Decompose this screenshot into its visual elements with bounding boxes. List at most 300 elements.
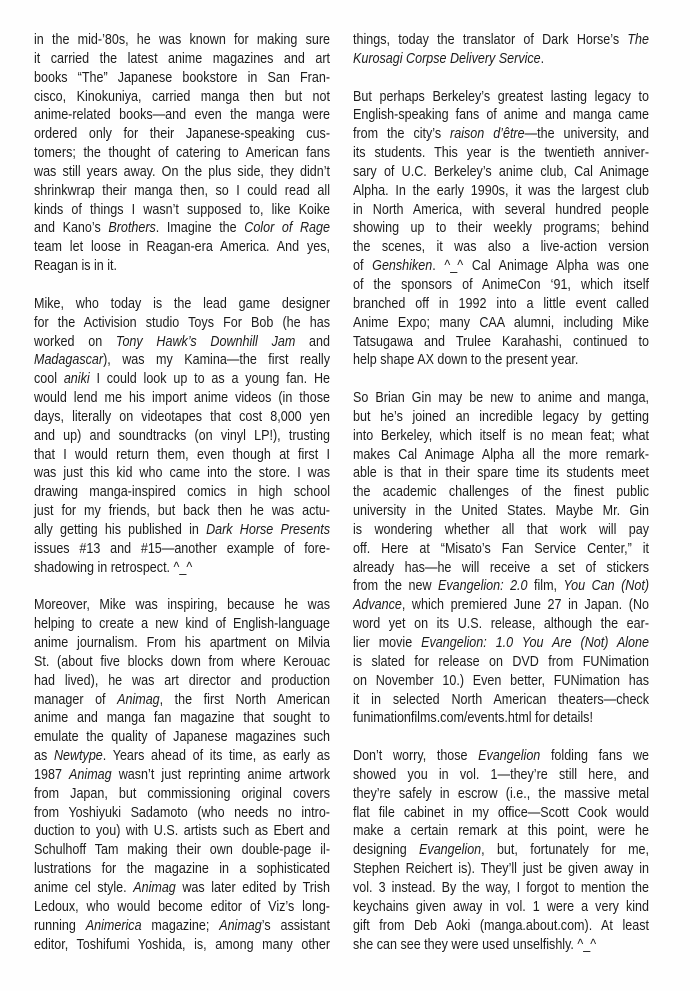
text-line-content [353, 672, 649, 691]
text-line [34, 936, 330, 955]
text-run: makes Cal Animage Alpha all the more remark- [353, 446, 649, 463]
text-line [353, 333, 649, 352]
text-run: I could look up to as a young fan. He [89, 371, 330, 388]
text-line [34, 540, 330, 559]
text-line [34, 634, 330, 653]
text-line-content [34, 841, 330, 860]
text-line [34, 69, 330, 88]
text-run: for the Activision studio Toys For Bob (he has [34, 314, 330, 331]
text-line-content [34, 446, 330, 465]
text-run: . [540, 50, 545, 67]
text-run: it in selected North American theaters—check [353, 691, 649, 708]
text-run: from Japan, but commissioning original covers [34, 785, 330, 802]
text-line [353, 276, 649, 295]
text-line-content [353, 634, 649, 653]
text-run: , the first North American [159, 691, 330, 708]
paragraph [353, 389, 649, 728]
text-run: Anime Expo; many CAA alumni, including Mike [353, 314, 649, 331]
text-run: emulate the quality of Japanese magazines such [34, 729, 330, 746]
text-line [353, 615, 649, 634]
text-run: shadowing in retrospect. ^_^ [34, 559, 193, 576]
text-line-content [353, 841, 649, 860]
text-line [353, 766, 649, 785]
text-run: Reagan is in it. [34, 258, 118, 275]
text-line [34, 917, 330, 936]
text-run: just for my friends, but back then he was actu- [34, 503, 330, 520]
text-line [34, 219, 330, 238]
text-line [353, 314, 649, 333]
italic-text: Animag [117, 691, 160, 708]
text-line-content [353, 408, 649, 427]
text-run: editor, Toshifumi Yoshida, is, among many other [34, 936, 330, 953]
text-run: kinds of things I wasn’t supposed to, like Koike [34, 201, 330, 218]
italic-text: Animag [69, 766, 112, 783]
text-line [353, 672, 649, 691]
text-run: Tatsugawa and Trulee Karahashi, continued to [353, 333, 649, 350]
text-line [34, 822, 330, 841]
text-line-content [353, 917, 649, 936]
text-line-content [34, 144, 330, 163]
text-line [353, 634, 649, 653]
text-line [34, 163, 330, 182]
text-line [34, 201, 330, 220]
italic-text: Newtype [53, 748, 103, 765]
italic-text: Kurosagi Corpse Delivery Service [353, 50, 541, 67]
text-line-content [34, 691, 330, 710]
text-line-content [34, 182, 330, 201]
text-line-content [34, 502, 330, 521]
text-line [353, 88, 649, 107]
text-line-content [353, 483, 649, 502]
text-line [34, 106, 330, 125]
text-run: Ledoux, who would become editor of Viz’s long- [34, 898, 330, 915]
text-run: Schulhoff Tam making their own double-page il- [34, 842, 330, 859]
text-line [34, 314, 330, 333]
text-line [353, 879, 649, 898]
text-run: 1987 [34, 766, 70, 783]
text-run: as [34, 748, 54, 765]
paragraph [353, 88, 649, 371]
paragraph [34, 31, 330, 276]
text-run: of the sponsors of AnimeCon ‘91, which itself [353, 276, 649, 293]
text-line-content [353, 502, 649, 521]
text-run: folding fans we [540, 748, 649, 765]
text-run: sary of U.C. Berkeley’s anime club, Cal Animage [353, 163, 649, 180]
text-line-content [353, 898, 649, 917]
text-line [353, 201, 649, 220]
text-line [34, 31, 330, 50]
text-run: , but, fortunately for me, [481, 842, 649, 859]
text-run: So Brian Gin may be new to anime and manga, [353, 390, 649, 407]
text-line [353, 785, 649, 804]
text-line-content [34, 31, 330, 50]
text-line-content [353, 31, 649, 50]
text-line [353, 389, 649, 408]
text-line-content [34, 596, 330, 615]
text-run: it carried the latest anime magazines and art [34, 50, 330, 67]
text-line-content [353, 219, 649, 238]
text-line-content [34, 389, 330, 408]
text-run: already has—he will receive a set of stickers [353, 559, 649, 576]
text-line [353, 238, 649, 257]
text-run: issues #13 and #15—another example of fore- [34, 540, 330, 557]
text-run: was just this kid who came into the store. I was [34, 465, 330, 482]
text-run: anime and manga fan magazine that sought to [34, 710, 330, 727]
text-line [34, 389, 330, 408]
text-line-content [34, 709, 330, 728]
text-line-content [353, 879, 649, 898]
text-run: lustrations for the magazine in a sophisticated [34, 861, 330, 878]
text-line [353, 747, 649, 766]
text-line [34, 464, 330, 483]
italic-text: Color of Rage [244, 220, 330, 237]
text-line [353, 144, 649, 163]
italic-text: Evangelion: 1.0 You Are (Not) Alone [421, 635, 649, 651]
text-run: anime-related books—and even the manga were [34, 107, 330, 124]
text-run: , which premiered June 27 in Japan. (No [401, 597, 649, 614]
italic-text: Animag [219, 917, 262, 934]
text-line-content [34, 483, 330, 502]
text-run: ally getting his published in [34, 521, 207, 538]
text-line [353, 219, 649, 238]
text-line-content [353, 540, 649, 559]
text-run: in the mid-’80s, he was known for making sure [34, 32, 330, 48]
text-run: things, today the translator of Dark Horse’s [353, 32, 628, 48]
text-line [34, 502, 330, 521]
text-run: drawing manga-inspired comics in high school [34, 484, 330, 501]
text-line [34, 728, 330, 747]
text-run: would lend me his import anime videos (in those [34, 390, 330, 407]
paragraph-gap [353, 370, 649, 389]
paragraph [353, 747, 649, 954]
text-line [353, 483, 649, 502]
text-line [353, 50, 649, 69]
text-line [34, 879, 330, 898]
text-line [34, 804, 330, 823]
text-run: St. (about five blocks down from where Kerouac [34, 653, 330, 670]
text-run: tomers; the thought of catering to American fans [34, 145, 330, 162]
text-line-content [353, 936, 596, 955]
text-run: into Berkeley, which itself is no mean feat; what [353, 427, 649, 444]
text-line-content [353, 766, 649, 785]
text-line-content [353, 804, 649, 823]
text-line-content [34, 804, 330, 823]
text-run: —the university, and [524, 126, 649, 143]
text-line [34, 483, 330, 502]
text-run: . Years ahead of its time, as early as [102, 748, 330, 765]
italic-text: Evangelion [478, 748, 541, 765]
text-line [353, 540, 649, 559]
text-line-content [34, 917, 330, 936]
text-run: keychains given away in vol. 1 were a very kind [353, 898, 649, 915]
text-run: ’s assistant [261, 917, 330, 934]
text-line-content [34, 163, 330, 182]
text-line [353, 917, 649, 936]
text-run: from the new [353, 578, 438, 595]
text-run: had lived), he was art director and production [34, 672, 330, 689]
text-line [353, 257, 649, 276]
text-line-content [353, 596, 649, 615]
text-run: university in the United States. Maybe Mr. Gin [353, 503, 649, 520]
text-line [34, 898, 330, 917]
text-run: in North America, with several hundred people [353, 201, 649, 218]
text-line-content [34, 936, 330, 955]
text-line-content [34, 615, 330, 634]
text-line-content [353, 50, 544, 69]
text-line-content [34, 106, 330, 125]
italic-text: Madagascar [34, 352, 104, 369]
text-line [34, 238, 330, 257]
text-run: Stephen Reichert is). They’ll just be given away in [353, 861, 649, 878]
text-line [353, 841, 649, 860]
text-line-content [353, 785, 649, 804]
text-line [353, 596, 649, 615]
text-line [353, 860, 649, 879]
text-line-content [34, 427, 330, 446]
text-line-content [34, 125, 330, 144]
text-line [353, 559, 649, 578]
text-line-content [353, 257, 649, 276]
text-run: is slated for release on DVD from FUNimation [353, 653, 649, 670]
text-run: on November 10.) Even better, FUNimation has [353, 672, 649, 689]
italic-text: raison d’être [450, 126, 525, 143]
text-run: team let loose in Reagan-era America. And yes, [34, 239, 330, 256]
right-column [353, 31, 649, 954]
text-line-content [34, 351, 330, 370]
text-line [34, 257, 330, 276]
text-run: cool [34, 371, 64, 388]
left-column [34, 31, 330, 954]
text-line [34, 785, 330, 804]
text-line-content [34, 333, 330, 352]
text-line-content [34, 728, 330, 747]
text-line [353, 502, 649, 521]
text-run: worked on [34, 333, 116, 350]
text-run: anime cel style. [34, 879, 134, 896]
text-run: duction to you) with U.S. artists such as Ebert and [34, 823, 330, 840]
text-line [353, 427, 649, 446]
italic-text: Tony Hawk’s Downhill Jam [115, 333, 296, 350]
text-run: but he’s joined an incredible legacy by getting [353, 408, 649, 425]
text-line [353, 125, 649, 144]
text-run: was still years away. On the plus side, they didn’t [34, 163, 330, 180]
text-run: the academic challenges of the finest public [353, 484, 649, 501]
text-line [34, 672, 330, 691]
italic-text: Advance [353, 597, 402, 614]
text-line [34, 860, 330, 879]
paragraph [34, 596, 330, 954]
text-line [353, 31, 649, 50]
text-line [353, 804, 649, 823]
text-line [34, 747, 330, 766]
text-line [353, 464, 649, 483]
text-line [353, 822, 649, 841]
text-line-content [34, 88, 330, 107]
text-run: that I would return them, even though at first I [34, 446, 330, 463]
text-line-content [34, 464, 330, 483]
text-line-content [353, 125, 649, 144]
text-line-content [34, 295, 330, 314]
text-run: Don’t worry, those [353, 748, 479, 765]
text-line [353, 709, 649, 728]
italic-text: Animag [133, 879, 176, 896]
text-run: gift from Deb Aoki (manga.about.com). At least [353, 917, 649, 934]
text-run: help shape AX down to the present year. [353, 352, 579, 369]
text-line-content [34, 238, 330, 257]
text-run: designing [353, 842, 420, 859]
text-line-content [353, 351, 578, 370]
italic-text: Evangelion: 2.0 [437, 578, 528, 595]
text-line-content [353, 333, 649, 352]
text-line [34, 144, 330, 163]
italic-text: Animerica [85, 917, 142, 934]
text-run: books “The” Japanese bookstore in San Fran- [34, 69, 330, 86]
text-run: vol. 3 instead. By the way, I forgot to mention the [353, 879, 649, 896]
text-line-content [34, 766, 330, 785]
text-run: Mike, who today is the lead game designer [34, 295, 330, 312]
text-run: Alpha. In the early 1990s, it was the largest club [353, 182, 649, 199]
text-line-content [34, 559, 192, 578]
text-line-content [353, 295, 649, 314]
text-line-content [353, 314, 649, 333]
text-line [353, 653, 649, 672]
text-line-content [353, 88, 649, 107]
text-line [34, 841, 330, 860]
italic-text: You Can (Not) [563, 578, 649, 595]
text-run: its students. This year is the twentieth anniver- [353, 145, 649, 162]
text-line-content [353, 427, 649, 446]
italic-text: Genshiken [372, 258, 433, 275]
text-run: and [295, 333, 330, 350]
paragraph-gap [34, 276, 330, 295]
italic-text: aniki [63, 371, 90, 388]
text-line [34, 521, 330, 540]
text-run: of [353, 258, 373, 275]
text-run: lier movie [353, 635, 422, 651]
text-run: . ^_^ Cal Animage Alpha was one [432, 258, 649, 275]
text-line-content [34, 521, 330, 540]
text-line-content [34, 672, 330, 691]
text-line-content [353, 144, 649, 163]
text-line [34, 125, 330, 144]
text-line-content [34, 747, 330, 766]
paragraph [353, 31, 649, 69]
text-line-content [353, 653, 649, 672]
text-line [34, 559, 330, 578]
text-line-content [34, 540, 330, 559]
text-run: showing up to their weekly programs; behind [353, 220, 649, 237]
text-line-content [353, 446, 649, 465]
text-run: funimationfilms.com/events.html for details! [353, 710, 593, 727]
italic-text: The [627, 32, 649, 48]
text-run: showed you in vol. 1—they’re still here, and [353, 766, 649, 783]
text-line [353, 936, 649, 955]
paragraph-gap [353, 69, 649, 88]
text-run: able is that in their spare time its students meet [353, 465, 649, 482]
text-run: magazine; [141, 917, 220, 934]
text-line [34, 50, 330, 69]
text-line [34, 766, 330, 785]
text-line-content [353, 747, 649, 766]
text-run: But perhaps Berkeley’s greatest lasting legacy to [353, 88, 649, 105]
text-line-content [353, 163, 649, 182]
text-line-content [353, 521, 649, 540]
text-line-content [34, 879, 330, 898]
text-run: was later edited by Trish [175, 879, 330, 896]
text-run: and Kano’s [34, 220, 109, 237]
text-line-content [34, 50, 330, 69]
paragraph-gap [34, 577, 330, 596]
italic-text: Evangelion [419, 842, 482, 859]
text-line-content [353, 238, 649, 257]
text-line [34, 182, 330, 201]
text-line [353, 351, 649, 370]
text-line [34, 370, 330, 389]
text-line-content [353, 577, 649, 596]
text-line-content [34, 785, 330, 804]
text-line [34, 88, 330, 107]
text-line [34, 709, 330, 728]
text-line [353, 295, 649, 314]
text-line-content [34, 219, 330, 238]
text-run: is wondering whether all that work will pay [353, 521, 649, 538]
text-line [34, 408, 330, 427]
text-line-content [353, 822, 649, 841]
text-line-content [34, 634, 330, 653]
paragraph [34, 295, 330, 578]
text-line [353, 106, 649, 125]
text-line-content [353, 464, 649, 483]
text-line [34, 653, 330, 672]
text-run: cisco, Kinokuniya, carried manga then but not [34, 88, 330, 105]
text-run: anime journalism. From his apartment on Milvia [34, 635, 330, 651]
text-run: wasn’t just reprinting anime artwork [111, 766, 331, 783]
italic-text: Brothers [108, 220, 156, 237]
text-run: English-speaking fans of anime and manga came [353, 107, 649, 124]
text-run: film, [527, 578, 564, 595]
text-line-content [34, 370, 330, 389]
text-run: the scenes, it was also a live-action version [353, 239, 649, 256]
text-line-content [34, 314, 330, 333]
text-line-content [34, 201, 330, 220]
text-run: word yet on its U.S. release, although the ear- [353, 616, 649, 633]
text-run: shrinkwrap their manga then, so I could read all [34, 182, 330, 199]
text-run: running [34, 917, 86, 934]
text-run: from the city’s [353, 126, 451, 143]
text-line [353, 182, 649, 201]
text-run: she can see they were used unselfishly. ^_^ [353, 936, 597, 953]
text-line-content [353, 201, 649, 220]
text-line-content [34, 69, 330, 88]
text-line [34, 691, 330, 710]
text-line-content [353, 615, 649, 634]
text-line-content [353, 860, 649, 879]
text-run: branched off in 1992 into a little event called [353, 295, 649, 312]
text-run: ordered only for their Japanese-speaking cus- [34, 126, 330, 143]
text-line-content [353, 106, 649, 125]
text-line [34, 615, 330, 634]
text-line [34, 446, 330, 465]
text-run: manager of [34, 691, 118, 708]
text-run: from Yoshiyuki Sadamoto (who needs no intro- [34, 804, 330, 821]
text-line [353, 408, 649, 427]
text-line [353, 898, 649, 917]
text-run: helping to create a new kind of English-language [34, 616, 330, 633]
text-line [353, 577, 649, 596]
text-run: they’re safely in escrow (i.e., the massive metal [353, 785, 649, 802]
text-run: and up) and soundtracks (on vinyl LP!), trusting [34, 427, 330, 444]
text-line [34, 333, 330, 352]
